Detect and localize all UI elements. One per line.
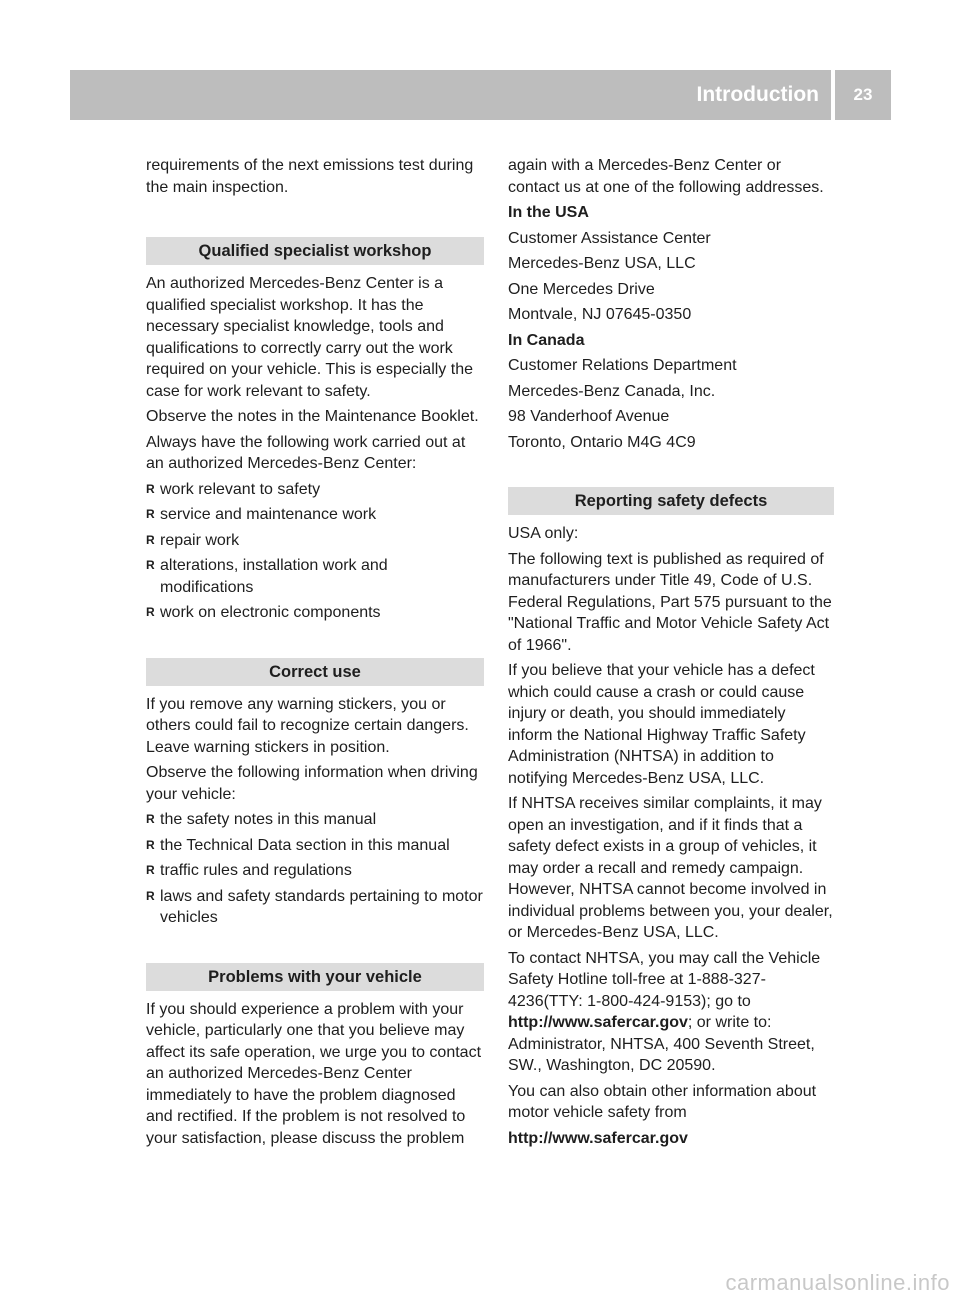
heading-qualified-workshop: Qualified specialist workshop — [146, 237, 484, 265]
safercar-link-bottom[interactable]: http://www.safercar.gov — [508, 1129, 688, 1147]
page-number: 23 — [853, 85, 873, 104]
paragraph: If you remove any warning stickers, you or others could fail to recognize certain dangers. Leave warning stickers in position. — [146, 695, 469, 756]
page-header — [70, 70, 891, 120]
watermark: carmanualsonline.info — [725, 1270, 950, 1295]
address-line: Mercedes-Benz USA, LLC — [508, 255, 696, 272]
list-item: R alterations, installation work and modifications — [146, 555, 484, 598]
contact-text: To contact NHTSA, you may call the Vehicle Safety Hotline toll-free at 1-888-327-4236(TTY: 1-800-424-9153); go to — [508, 949, 821, 1010]
heading-correct-use: Correct use — [146, 658, 484, 686]
heading-problems: Problems with your vehicle — [146, 963, 484, 991]
paragraph: An authorized Mercedes-Benz Center is a qualified specialist workshop. It has the necessary specialist knowledge, tools and qualifications to correctly carry out the work required on your vehicle. This is especially the case for work relevant to safety. — [146, 275, 473, 400]
list-item: R repair work — [146, 530, 484, 552]
list-item: R work relevant to safety — [146, 479, 484, 501]
left-column — [146, 155, 484, 1153]
address-line: Customer Relations Department — [508, 357, 737, 374]
paragraph: You can also obtain other information about motor vehicle safety from — [508, 1082, 817, 1121]
paragraph: Observe the following information when driving your vehicle: — [146, 764, 478, 803]
paragraph: The following text is published as required of manufacturers under Title 49, Code of U.S. Federal Regulations, Part 575 pursuant to the "National Traffic and Motor Vehicle Safety Act of 1966". — [508, 550, 832, 654]
address-line: Mercedes-Benz Canada, Inc. — [508, 382, 716, 400]
correct-use-list — [146, 809, 484, 929]
list-item: R laws and safety standards pertaining to motor vehicles — [146, 886, 484, 929]
list-item: R the Technical Data section in this manual — [146, 835, 484, 857]
address-line: Montvale, NJ 07645-0350 — [508, 306, 692, 323]
section-title: Introduction — [696, 83, 819, 106]
address-line: Customer Assistance Center — [508, 229, 711, 247]
paragraph: Observe the notes in the Maintenance Booklet. — [146, 408, 479, 425]
address-line: One Mercedes Drive — [508, 280, 655, 298]
contact-text-post: ; or write to: Administrator, NHTSA, 400 Seventh Street, SW., Washington, DC 20590. — [508, 1014, 815, 1074]
paragraph: If NHTSA receives similar complaints, it may open an investigation, and if it finds that a safety defect exists in a group of vehicles, it may order a recall and remedy campaign. However, NHTSA cannot become involved in individual problems between you, your dealer, or Mercedes-Benz USA, LLC. — [508, 795, 833, 941]
heading-reporting-defects: Reporting safety defects — [508, 487, 834, 515]
list-item: R the safety notes in this manual — [146, 809, 484, 831]
intro-text: again with a Mercedes-Benz Center or contact us at one of the following addresses. — [508, 157, 824, 196]
intro-text: requirements of the next emissions test during the main inspection. — [146, 157, 474, 196]
address-line: Toronto, Ontario M4G 4C9 — [508, 433, 696, 451]
paragraph: USA only: — [508, 525, 579, 542]
paragraph: If you should experience a problem with your vehicle, particularly one that you believe may affect its safe operation, we urge you to contact an authorized Mercedes-Benz Center immediately to have the problem diagnosed and rectified. If the problem is not resolved to your satisfaction, please discuss the problem — [146, 1000, 482, 1147]
label-canada: In Canada — [508, 331, 585, 349]
workshop-list — [146, 479, 484, 624]
right-column — [508, 155, 834, 1153]
list-item: R traffic rules and regulations — [146, 860, 484, 882]
paragraph — [508, 948, 834, 1077]
safercar-link[interactable]: http://www.safercar.gov — [508, 1014, 688, 1031]
paragraph: Always have the following work carried out at an authorized Mercedes-Benz Center: — [146, 433, 466, 472]
address-line: 98 Vanderhoof Avenue — [508, 408, 670, 425]
list-item: R service and maintenance work — [146, 504, 484, 526]
paragraph: If you believe that your vehicle has a defect which could cause a crash or could cause injury or death, you should immediately inform the National Highway Traffic Safety Administration (NHTSA) in addition to notifying Mercedes-Benz USA, LLC. — [508, 662, 815, 787]
label-usa: In the USA — [508, 204, 589, 221]
list-item: R work on electronic components — [146, 602, 484, 624]
